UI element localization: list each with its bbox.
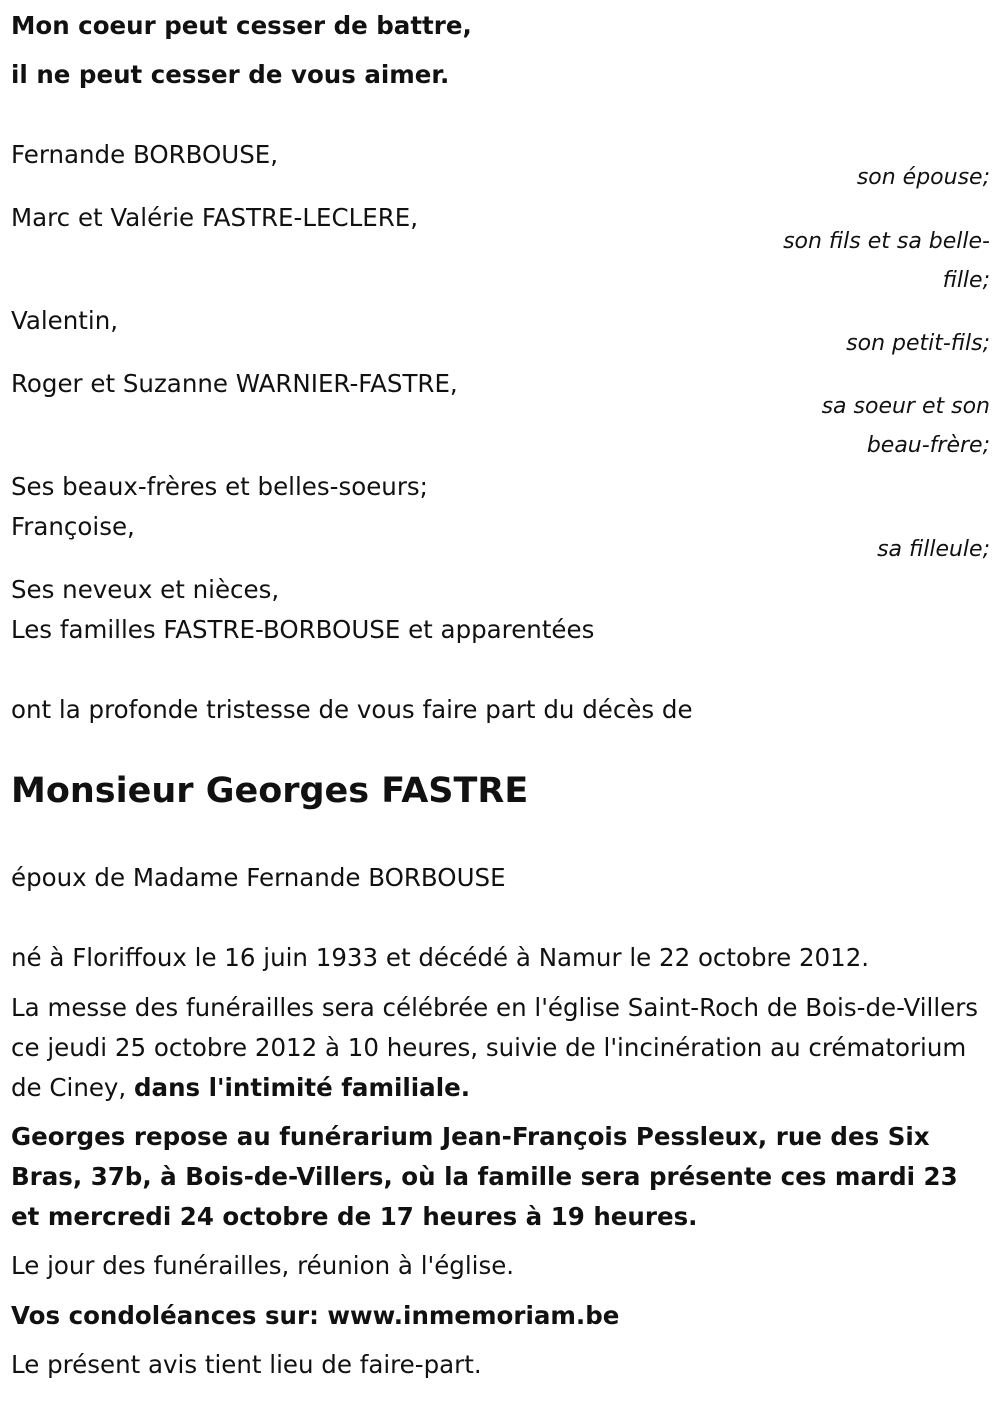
family-relation-sister-line-2: beau-frère; bbox=[866, 433, 990, 458]
visitation-paragraph: Georges repose au funérarium Jean-François Pessleux, rue des Six Bras, 37b, à Bois-de-Villers, où la famille sera présente ces mardi 23 et mercredi 24 octobre de 17 heures à 19 heures. bbox=[11, 1122, 958, 1231]
funeral-paragraph bbox=[11, 988, 986, 1108]
family-name-goddaughter: Françoise, bbox=[11, 512, 135, 541]
deceased-name: Monsieur Georges FASTRE bbox=[11, 771, 529, 811]
family-relation-son-line-1: son fils et sa belle- bbox=[783, 229, 990, 254]
family-name-spouse: Fernande BORBOUSE, bbox=[11, 140, 279, 169]
epigraph-line-2: il ne peut cesser de vous aimer. bbox=[11, 60, 450, 89]
family-relation-goddaughter: sa filleule; bbox=[877, 537, 990, 562]
family-relation-grandson: son petit-fils; bbox=[846, 331, 990, 356]
family-relation-spouse: son épouse; bbox=[856, 165, 990, 190]
announcement-line: ont la profonde tristesse de vous faire part du décès de bbox=[11, 695, 693, 724]
family-name-in-laws: Ses beaux-frères et belles-soeurs; bbox=[11, 472, 428, 501]
family-name-sister: Roger et Suzanne WARNIER-FASTRE, bbox=[11, 369, 458, 398]
family-relation-sister-line-1: sa soeur et son bbox=[821, 394, 990, 419]
family-name-families: Les familles FASTRE-BORBOUSE et apparentées bbox=[11, 615, 595, 644]
epigraph-line-1: Mon coeur peut cesser de battre, bbox=[11, 11, 472, 40]
funeral-bold-text: dans l'intimité familiale. bbox=[134, 1073, 471, 1102]
family-name-nephews: Ses neveux et nièces, bbox=[11, 575, 280, 604]
notice-line: Le présent avis tient lieu de faire-part. bbox=[11, 1350, 482, 1379]
condolences-line: Vos condoléances sur: www.inmemoriam.be bbox=[11, 1301, 620, 1330]
funeral-text: La messe des funérailles sera célébrée en l'église Saint-Roch de Bois-de-Villers ce jeudi 25 octobre 2012 à 10 heures, suivie de l'incinération au crématorium de Ciney, bbox=[11, 993, 979, 1102]
spouse-line: époux de Madame Fernande BORBOUSE bbox=[11, 863, 506, 892]
gathering-line: Le jour des funérailles, réunion à l'église. bbox=[11, 1251, 515, 1280]
family-relation-son-line-2: fille; bbox=[942, 268, 990, 293]
family-name-son: Marc et Valérie FASTRE-LECLERE, bbox=[11, 203, 419, 232]
family-name-grandson: Valentin, bbox=[11, 306, 119, 335]
birth-death-line: né à Floriffoux le 16 juin 1933 et décédé à Namur le 22 octobre 2012. bbox=[11, 943, 870, 972]
